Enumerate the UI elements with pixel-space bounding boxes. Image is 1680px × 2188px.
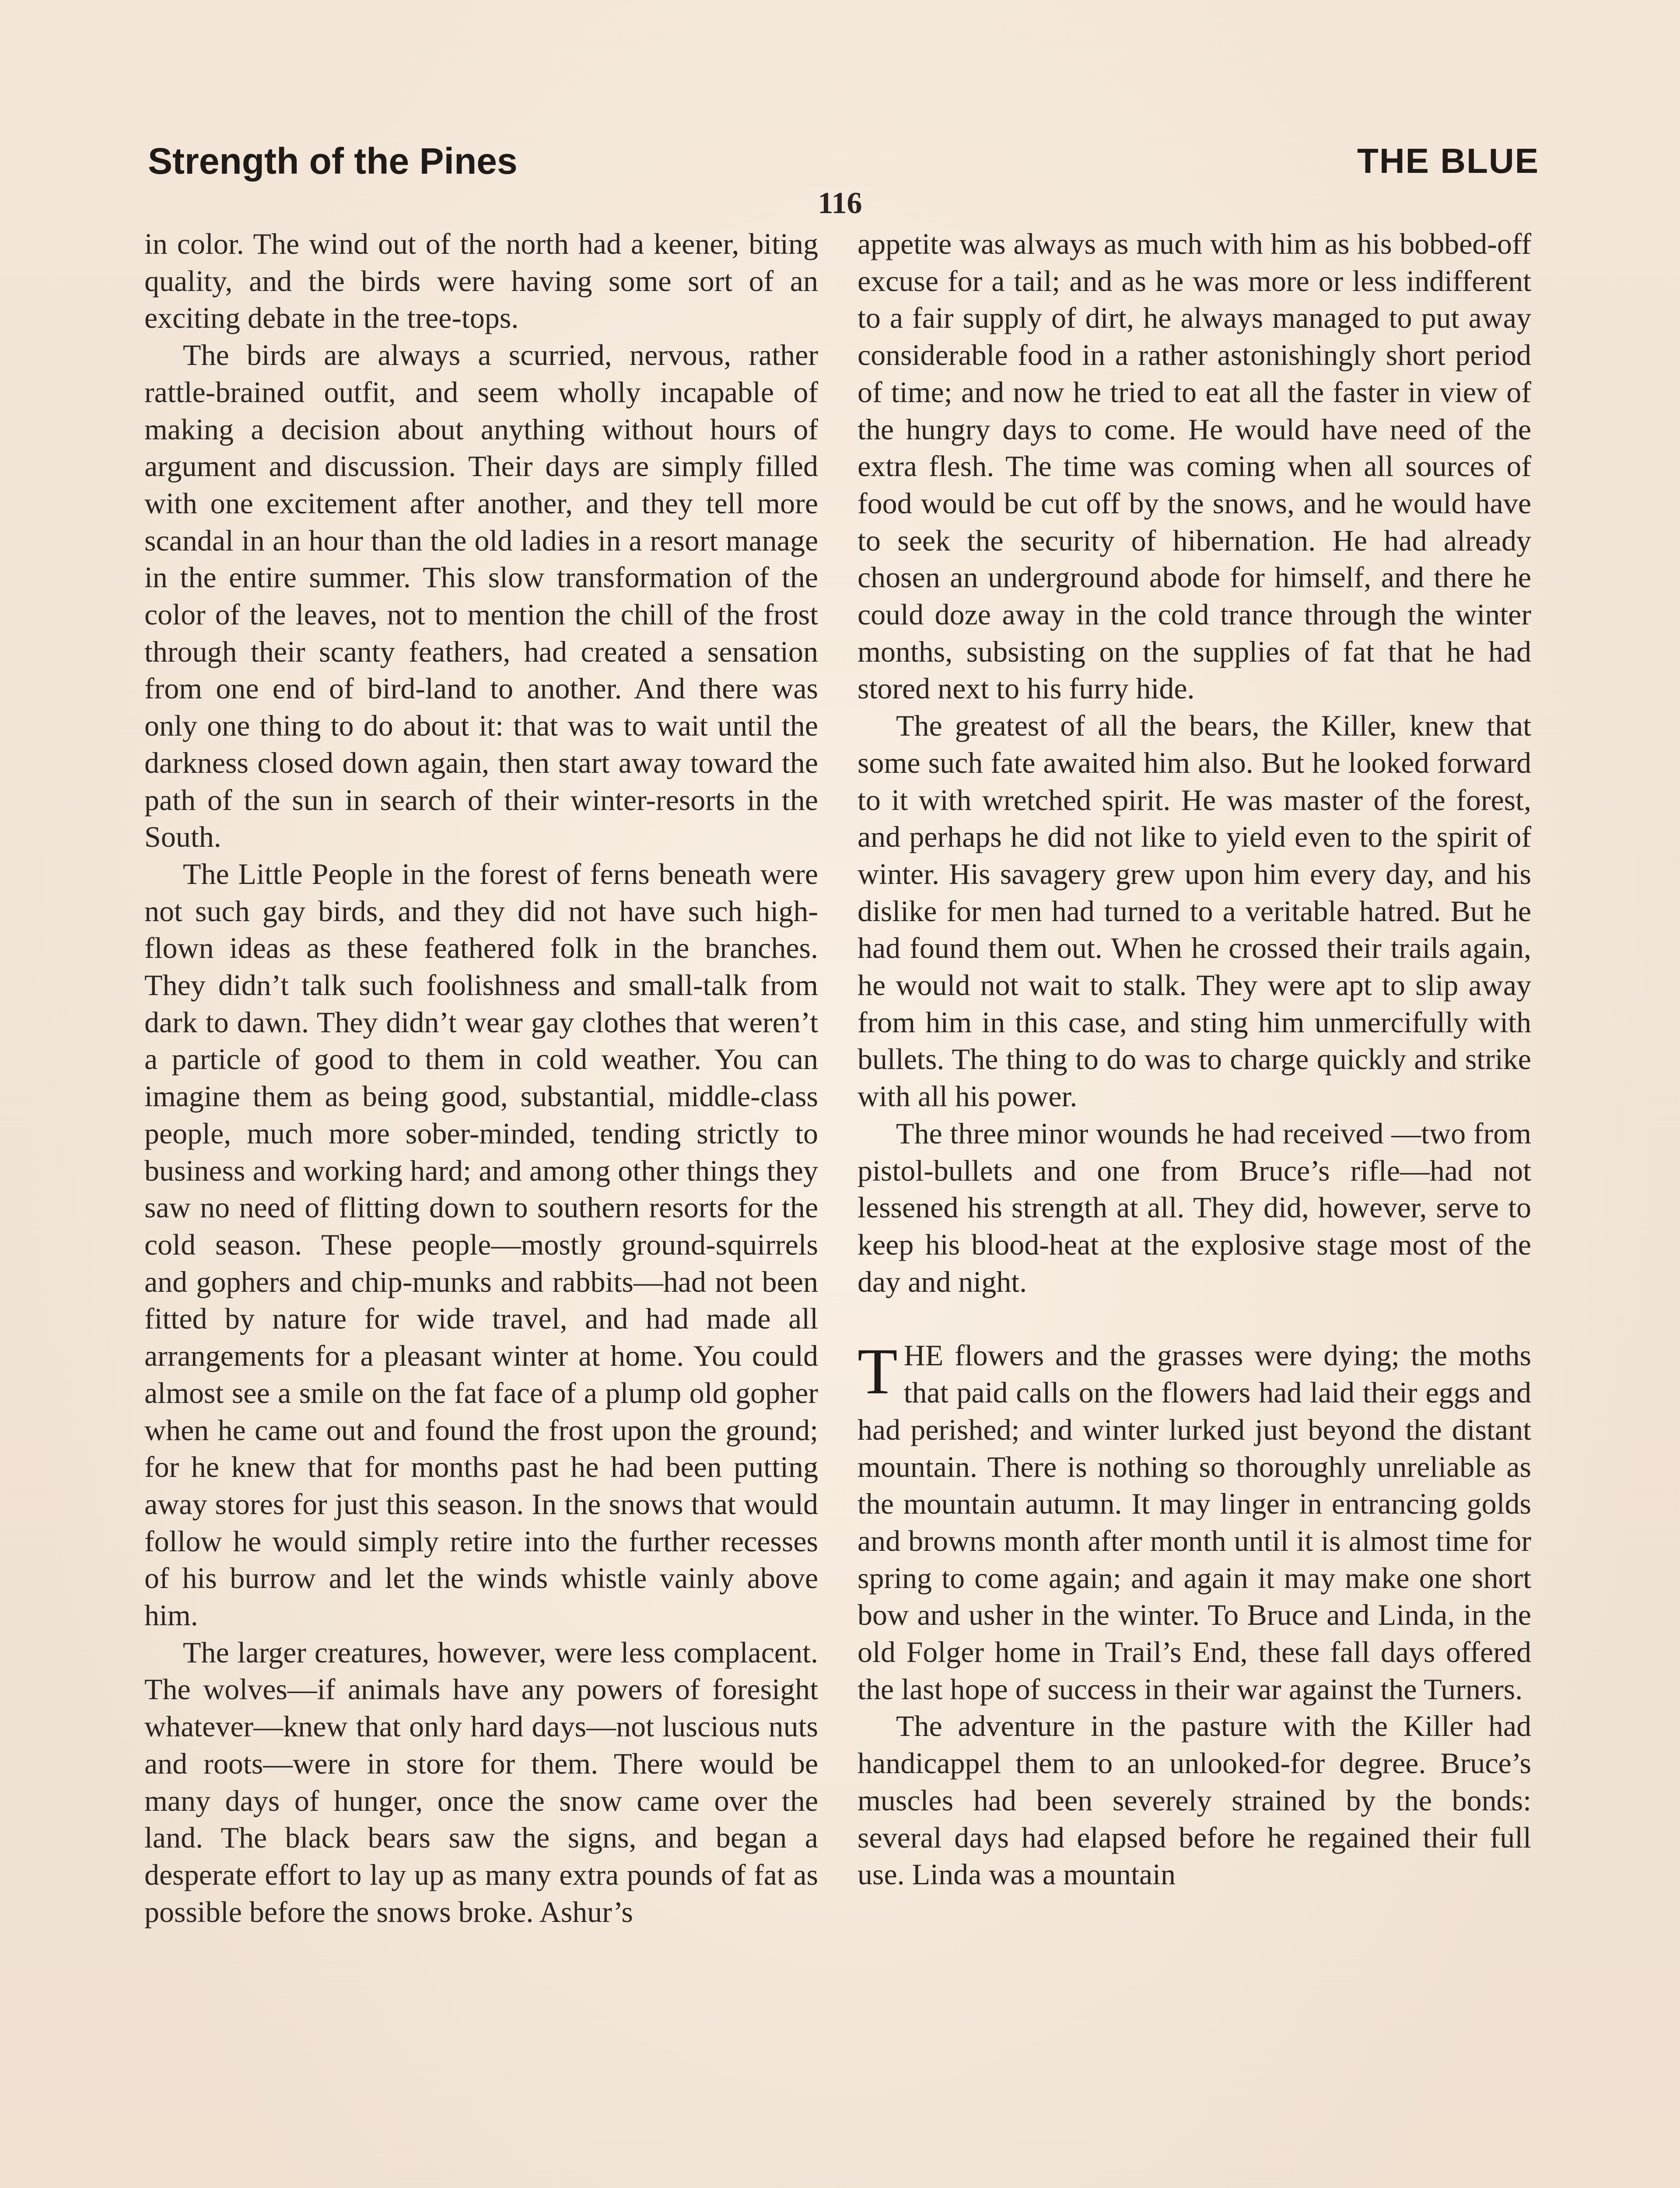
left-column — [144, 225, 818, 1930]
right-paragraph-1: appetite was always as much with him as his bobbed-off excuse for a tail; and as he was more or less indifferent to a fair supply of dirt, he always managed to put away considerable food in a rather astonishingly short period of time; and now he tried to eat all the faster in view of the hungry days to come. He would have need of the extra flesh. The time was coming when all sources of food would be cut off by the snows, and he would have to seek the security of hibernation. He had already chosen an underground abode for himself, and there he could doze away in the cold trance through the winter months, subsisting on the supplies of fat that he had stored next to his furry hide. — [858, 227, 1531, 705]
left-paragraph-2: The birds are always a scurried, nervous, rather rattle-brained outfit, and seem wholly incapable of making a decision about anything without hours of argument and discussion. Their days are simply filled with one excitement after another, and they tell more scandal in an hour than the old ladies in a resort manage in the entire summer. This slow transformation of the color of the leaves, not to mention the chill of the frost through their scanty feathers, had created a sensation from one end of bird-land to another. And there was only one thing to do about it: that was to wait until the darkness closed down again, then start away toward the path of the sun in search of their winter-resorts in the South. — [144, 338, 818, 854]
section-opening-paragraph — [858, 1337, 1531, 1708]
section-break — [858, 1300, 1531, 1337]
magazine-name: THE BLUE — [1357, 141, 1539, 180]
left-paragraph-3: The Little People in the forest of ferns beneath were not such gay birds, and they did not have such high-flown ideas as these feathered folk in the branches. They didn’t talk such foolishness and small-talk from dark to dawn. They didn’t wear gay clothes that weren’t a particle of good to them in cold weather. You can imagine them as being good, substantial, middle-class people, much more sober-minded, tending strictly to business and working hard; and among other things they saw no need of flitting down to southern resorts for the cold season. These people—mostly ground-squirrels and gophers and chip-munks and rabbits—had not been fitted by nature for wide travel, and had made all arrangements for a pleasant winter at home. You could almost see a smile on the fat face of a plump old gopher when he came out and found the frost upon the ground; for he knew that for months past he had been putting away stores for just this season. In the snows that would follow he would simply retire into the further recesses of his burrow and let the winds whistle vainly above him. — [144, 857, 818, 1632]
left-paragraph-4: The larger creatures, however, were less complacent. The wolves—if animals have any powers of foresight whatever—knew that only hard days—not luscious nuts and roots—were in store for them. There would be many days of hunger, once the snow came over the land. The black bears saw the signs, and began a desperate effort to lay up as many extra pounds of fat as possible before the snows broke. Ashur’s — [144, 1635, 818, 1929]
left-paragraph-1: in color. The wind out of the north had a keener, biting quality, and the birds were having some sort of an exciting debate in the tree-tops. — [144, 227, 818, 335]
right-paragraph-3: The three minor wounds he had received —two from pistol-bullets and one from Bruce’s rifle—had not lessened his strength at all. They did, however, serve to keep his blood-heat at the explosive stage most of the day and night. — [858, 1116, 1531, 1298]
right-paragraph-5: The adventure in the pasture with the Killer had handicappel them to an unlooked-for degree. Bruce’s muscles had been severely strained by the bonds: several days had elapsed before he regained their full use. Linda was a mountain — [858, 1709, 1531, 1891]
running-title: Strength of the Pines — [148, 140, 518, 182]
drop-cap: T — [858, 1335, 898, 1408]
right-paragraph-2: The greatest of all the bears, the Killer, knew that some such fate awaited him also. But he looked forward to it with wretched spirit. He was master of the forest, and perhaps he did not like to yield even to the spirit of winter. His savagery grew upon him every day, and his dislike for men had turned to a veritable hatred. But he had found them out. When he crossed their trails again, he would not wait to stalk. They were apt to slip away from him in this case, and sting him unmercifully with bullets. The thing to do was to charge quickly and strike with all his power. — [858, 709, 1531, 1113]
right-column — [858, 225, 1531, 1893]
page-number: 116 — [818, 186, 862, 220]
page-header — [148, 139, 1539, 183]
section-opening-text: HE flowers and the grasses were dying; the moths that paid calls on the flowers had laid their eggs and had perished; and winter lurked just beyond the distant mountain. There is nothing so thoroughly unreliable as the mountain autumn. It may linger in entrancing golds and browns month after month until it is almost time for spring to come again; and again it may make one short bow and usher in the winter. To Bruce and Linda, in the old Folger home in Trail’s End, these fall days offered the last hope of success in their war against the Turners. — [858, 1339, 1531, 1706]
